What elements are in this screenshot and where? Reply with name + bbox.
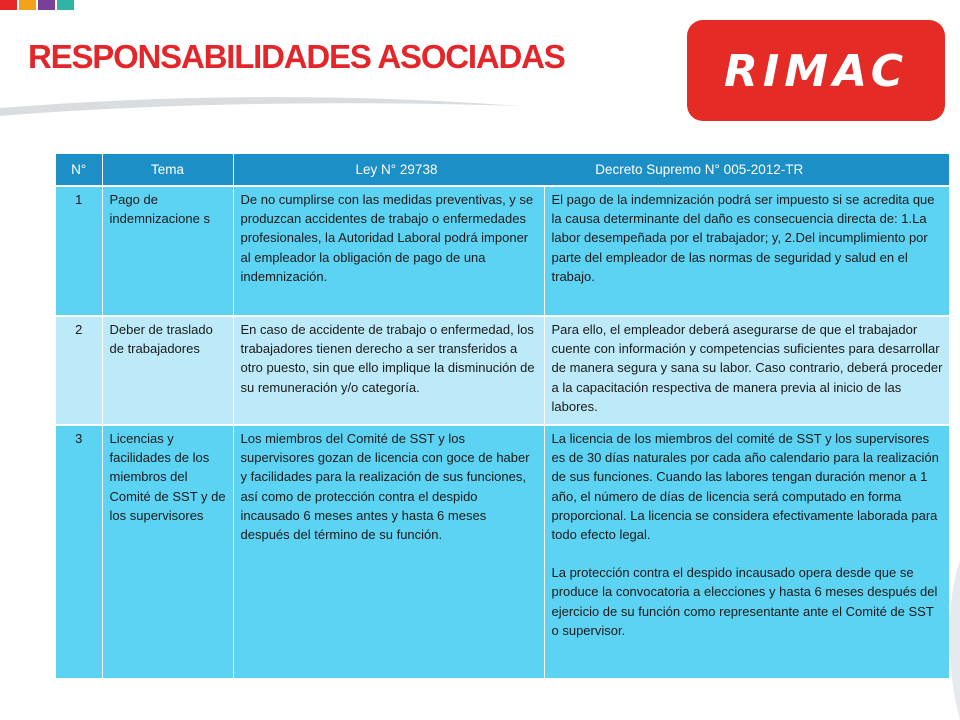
row-decreto-paragraph-2: La protección contra el despido incausado opera desde que se produce la convocatoria a elecciones y hasta 6 meses después del ejercicio de su función como representante ante el Comité de SST o supervisor. <box>551 565 938 638</box>
corner-square-orange <box>19 0 36 10</box>
row-ley: En caso de accidente de trabajo o enfermedad, los trabajadores tienen derecho a ser transferidos a otro puesto, sin que ello implique la disminución de su remuneración y/o categoría. <box>233 316 544 425</box>
corner-square-red <box>0 0 17 10</box>
rimac-logo <box>687 20 945 121</box>
logo-text: RIMAC <box>723 46 909 97</box>
header-normas <box>233 154 949 186</box>
row-decreto-paragraph-1: La licencia de los miembros del comité de SST y los supervisores es de 30 días naturales por cada año calendario para la realización de sus funciones. Cuando las labores tengan duración menor a 1 año, el número de días de licencia será computado en forma proporcional. La licencia se considera efectivamente laborada para todo efecto legal. <box>551 431 939 543</box>
title-swoosh-decoration <box>0 82 560 122</box>
responsibilities-table <box>56 154 950 678</box>
table-row <box>56 186 949 316</box>
row-decreto <box>544 425 949 678</box>
header-tema: Tema <box>102 154 233 186</box>
row-ley: Los miembros del Comité de SST y los supervisores gozan de licencia con goce de haber y facilidades para la realización de sus funciones, así como de protección contra el despido incausado 6 meses antes y hasta 6 meses después del término de su función. <box>233 425 544 678</box>
table-row <box>56 425 949 678</box>
table-row <box>56 316 949 425</box>
row-ley: De no cumplirse con las medidas preventivas, y se produzcan accidentes de trabajo o enfermedades profesionales, la Autoridad Laboral podrá imponer al empleador la obligación de pago de una indemnización. <box>233 186 544 316</box>
header-num: N° <box>56 154 102 186</box>
corner-decoration <box>0 0 76 10</box>
row-num: 2 <box>56 316 102 425</box>
row-tema: Licencias y facilidades de los miembros del Comité de SST y de los supervisores <box>102 425 233 678</box>
row-tema: Deber de traslado de trabajadores <box>102 316 233 425</box>
page-title: RESPONSABILIDADES ASOCIADAS <box>28 38 565 75</box>
corner-square-teal <box>57 0 74 10</box>
row-num: 1 <box>56 186 102 316</box>
row-decreto: Para ello, el empleador deberá asegurarse de que el trabajador cuente con información y competencias suficientes para desarrollar de manera segura y sana su labor. Caso contrario, deberá proceder a la capacitación respectiva de manera previa al inicio de las labores. <box>544 316 949 425</box>
row-decreto: El pago de la indemnización podrá ser impuesto si se acredita que la causa determinante del daño es consecuencia directa de: 1.La labor desempeñada por el trabajador; y, 2.Del incumplimiento por parte del empleador de las normas de seguridad y salud en el trabajo. <box>544 186 949 316</box>
corner-square-purple <box>38 0 55 10</box>
row-num: 3 <box>56 425 102 678</box>
header-decreto: Decreto Supremo N° 005-2012-TR <box>595 162 804 177</box>
header-ley: Ley N° 29738 <box>355 162 438 177</box>
row-tema: Pago de indemnizacione s <box>102 186 233 316</box>
table-header-row <box>56 154 949 186</box>
